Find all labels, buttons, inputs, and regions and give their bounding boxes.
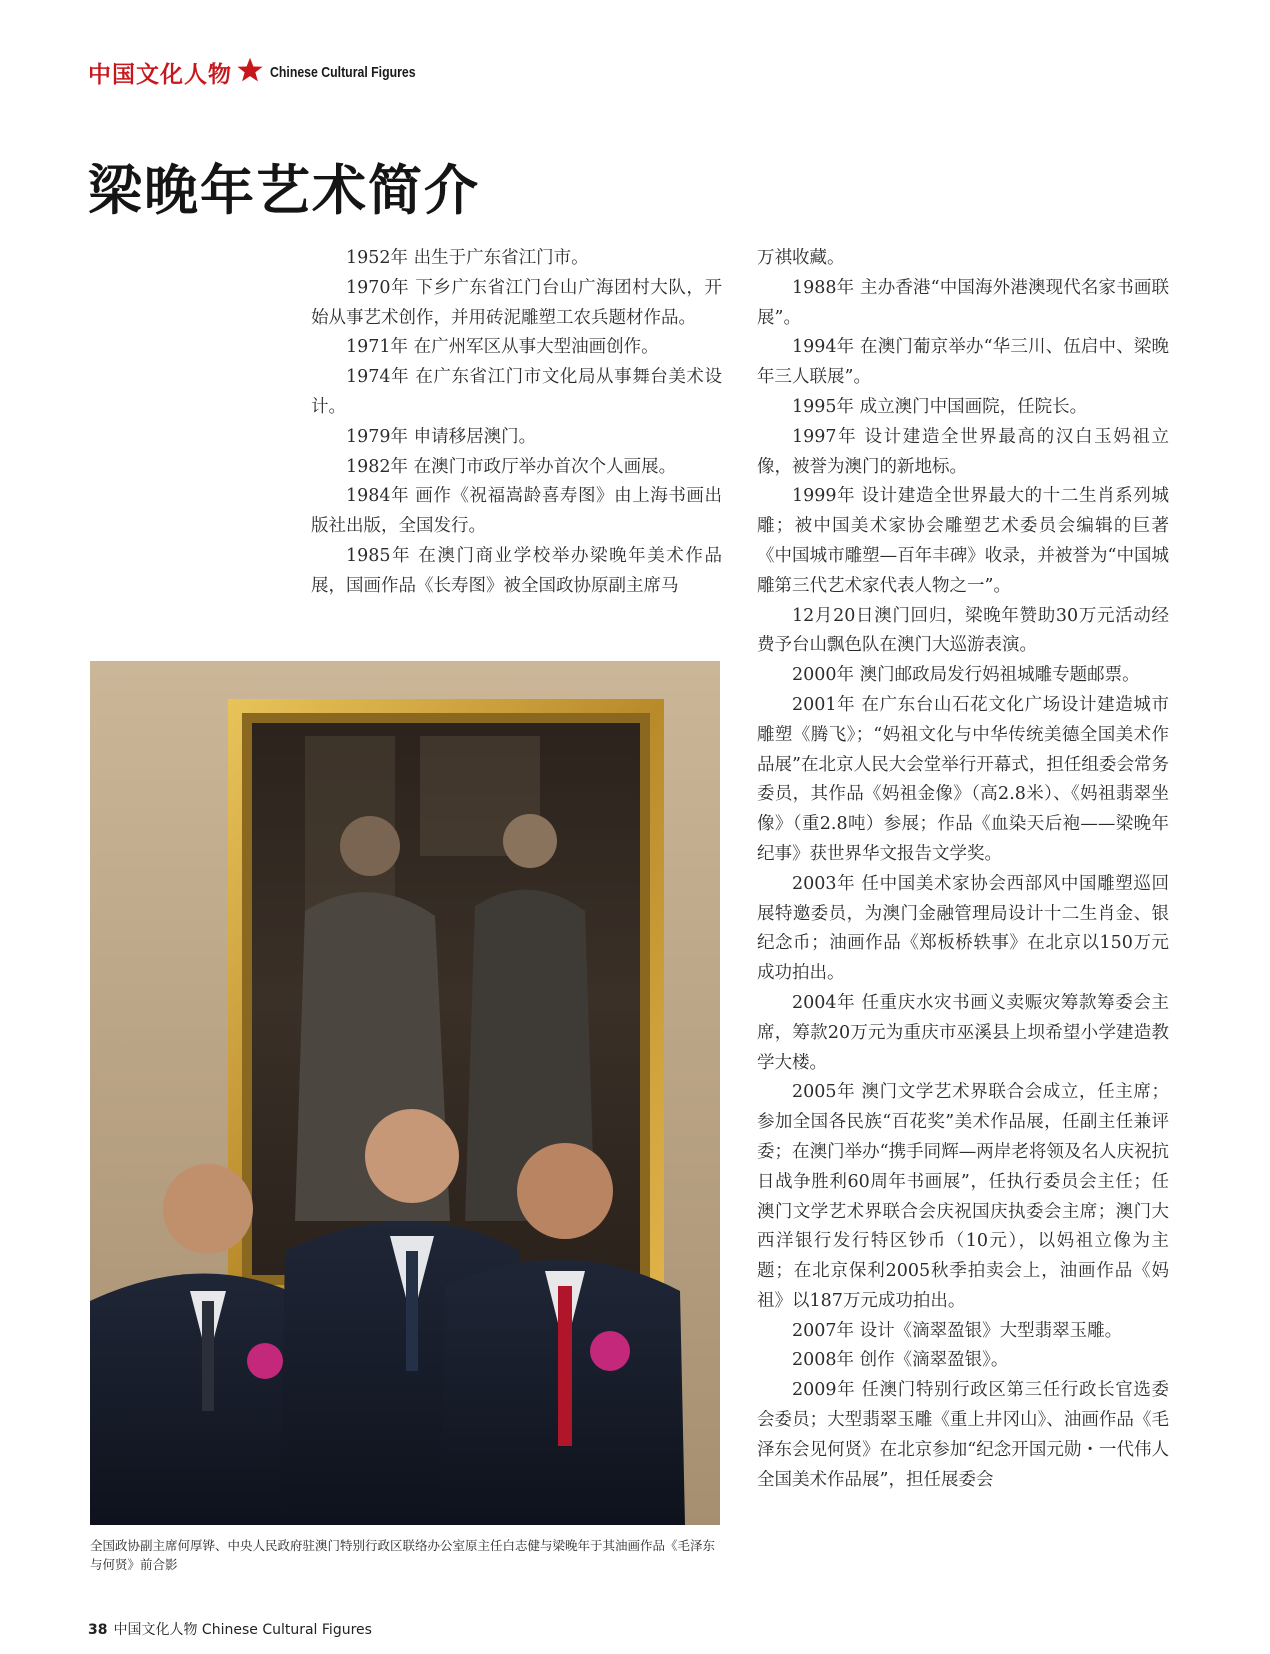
photo-caption: 全国政协副主席何厚铧、中央人民政府驻澳门特别行政区联络办公室原主任白志健与梁晚年于其油画作品《毛泽东与何贤》前合影 [90,1538,716,1572]
brand-english: Chinese Cultural Figures [270,63,416,81]
chronology-entry: 1997年 设计建造全世界最高的汉白玉妈祖立像，被誉为澳门的新地标。 [757,426,1169,477]
chronology-entry: 1970年 下乡广东省江门台山广海团村大队，开始从事艺术创作，并用砖泥雕塑工农兵题材作品。 [311,277,722,328]
chronology-entry: 1994年 在澳门葡京举办“华三川、伍启中、梁晚年三人联展”。 [757,337,1169,388]
chronology-entry: 1988年 主办香港“中国海外港澳现代名家书画联展”。 [757,277,1169,328]
chronology-entry: 2004年 任重庆水灾书画义卖赈灾筹款筹委会主席，筹款20万元为重庆市巫溪县上坝希望小学建造教学大楼。 [757,992,1169,1073]
chronology-entry: 1952年 出生于广东省江门市。 [346,248,589,268]
chronology-entry: 2000年 澳门邮政局发行妈祖城雕专题邮票。 [792,665,1140,686]
chronology-entry: 1999年 设计建造全世界最大的十二生肖系列城雕；被中国美术家协会雕塑艺术委员会编辑的巨著《中国城市雕塑—百年丰碑》收录，并被誉为“中国城雕第三代艺术家代表人物之一”。 [757,486,1169,596]
footer-publication: 中国文化人物 Chinese Cultural Figures [113,1622,372,1638]
chronology-entry: 2003年 任中国美术家协会西部风中国雕塑巡回展特邀委员，为澳门金融管理局设计十二生肖金、银纪念币；油画作品《郑板桥轶事》在北京以150万元成功拍出。 [757,873,1169,984]
chronology-entry: 2008年 创作《滴翠盈银》。 [792,1350,1009,1371]
chronology-entry: 1979年 申请移居澳门。 [346,426,537,447]
chronology-entry: 2007年 设计《滴翠盈银》大型翡翠玉雕。 [792,1320,1123,1341]
chronology-entry: 1995年 成立澳门中国画院，任院长。 [792,396,1088,417]
page-footer [88,1619,372,1639]
chronology-entry: 1985年 在澳门商业学校举办梁晚年美术作品展，国画作品《长寿图》被全国政协原副主席马 [311,545,722,596]
group-photo [90,661,720,1525]
brand-chinese: 中国文化人物 [88,60,232,88]
article-column-left [311,244,722,602]
page-number: 38 [88,1622,108,1638]
article-title: 梁晚年艺术简介 [88,158,480,222]
chronology-entry: 2001年 在广东台山石花文化广场设计建造城市雕塑《腾飞》；“妈祖文化与中华传统美德全国美术作品展”在北京人民大会堂举行开幕式，担任组委会常务委员，其作品《妈祖金像》（高2.8米）、《妈祖翡翠坐像》（重2.8吨）参展；作品《血染天后袍——梁晚年纪事》获世界华文报告文学奖。 [757,694,1169,864]
chronology-entry: 1974年 在广东省江门市文化局从事舞台美术设计。 [311,367,722,417]
chronology-entry: 万祺收藏。 [757,248,845,268]
chronology-entry: 2005年 澳门文学艺术界联合会成立，任主席；参加全国各民族“百花奖”美术作品展，任副主任兼评委；在澳门举办“携手同辉—两岸老将领及名人庆祝抗日战争胜利60周年书画展”，任执行委员会主任；任澳门文学艺术界联合会庆祝国庆执委会主席；澳门大西洋银行发行特区钞币（10元），以妈祖立像为主题；在北京保利2005秋季拍卖会上，油画作品《妈祖》以187万元成功拍出。 [757,1082,1169,1311]
star-icon [236,56,264,88]
article-column-right [757,244,1169,1495]
chronology-entry: 2009年 任澳门特别行政区第三任行政长官选委会委员；大型翡翠玉雕《重上井冈山》、油画作品《毛泽东会见何贤》在北京参加“纪念开国元勋・一代伟人全国美术作品展”，担任展委会 [757,1380,1169,1490]
chronology-entry: 12月20日澳门回归，梁晚年赞助30万元活动经费予台山飘色队在澳门大巡游表演。 [757,605,1169,656]
magazine-header [88,52,448,92]
photo-illustration [90,661,720,1525]
chronology-entry: 1971年 在广州军区从事大型油画创作。 [346,337,659,358]
chronology-entry: 1984年 画作《祝福嵩龄喜寿图》由上海书画出版社出版，全国发行。 [311,486,722,537]
chronology-entry: 1982年 在澳门市政厅举办首次个人画展。 [346,456,677,477]
